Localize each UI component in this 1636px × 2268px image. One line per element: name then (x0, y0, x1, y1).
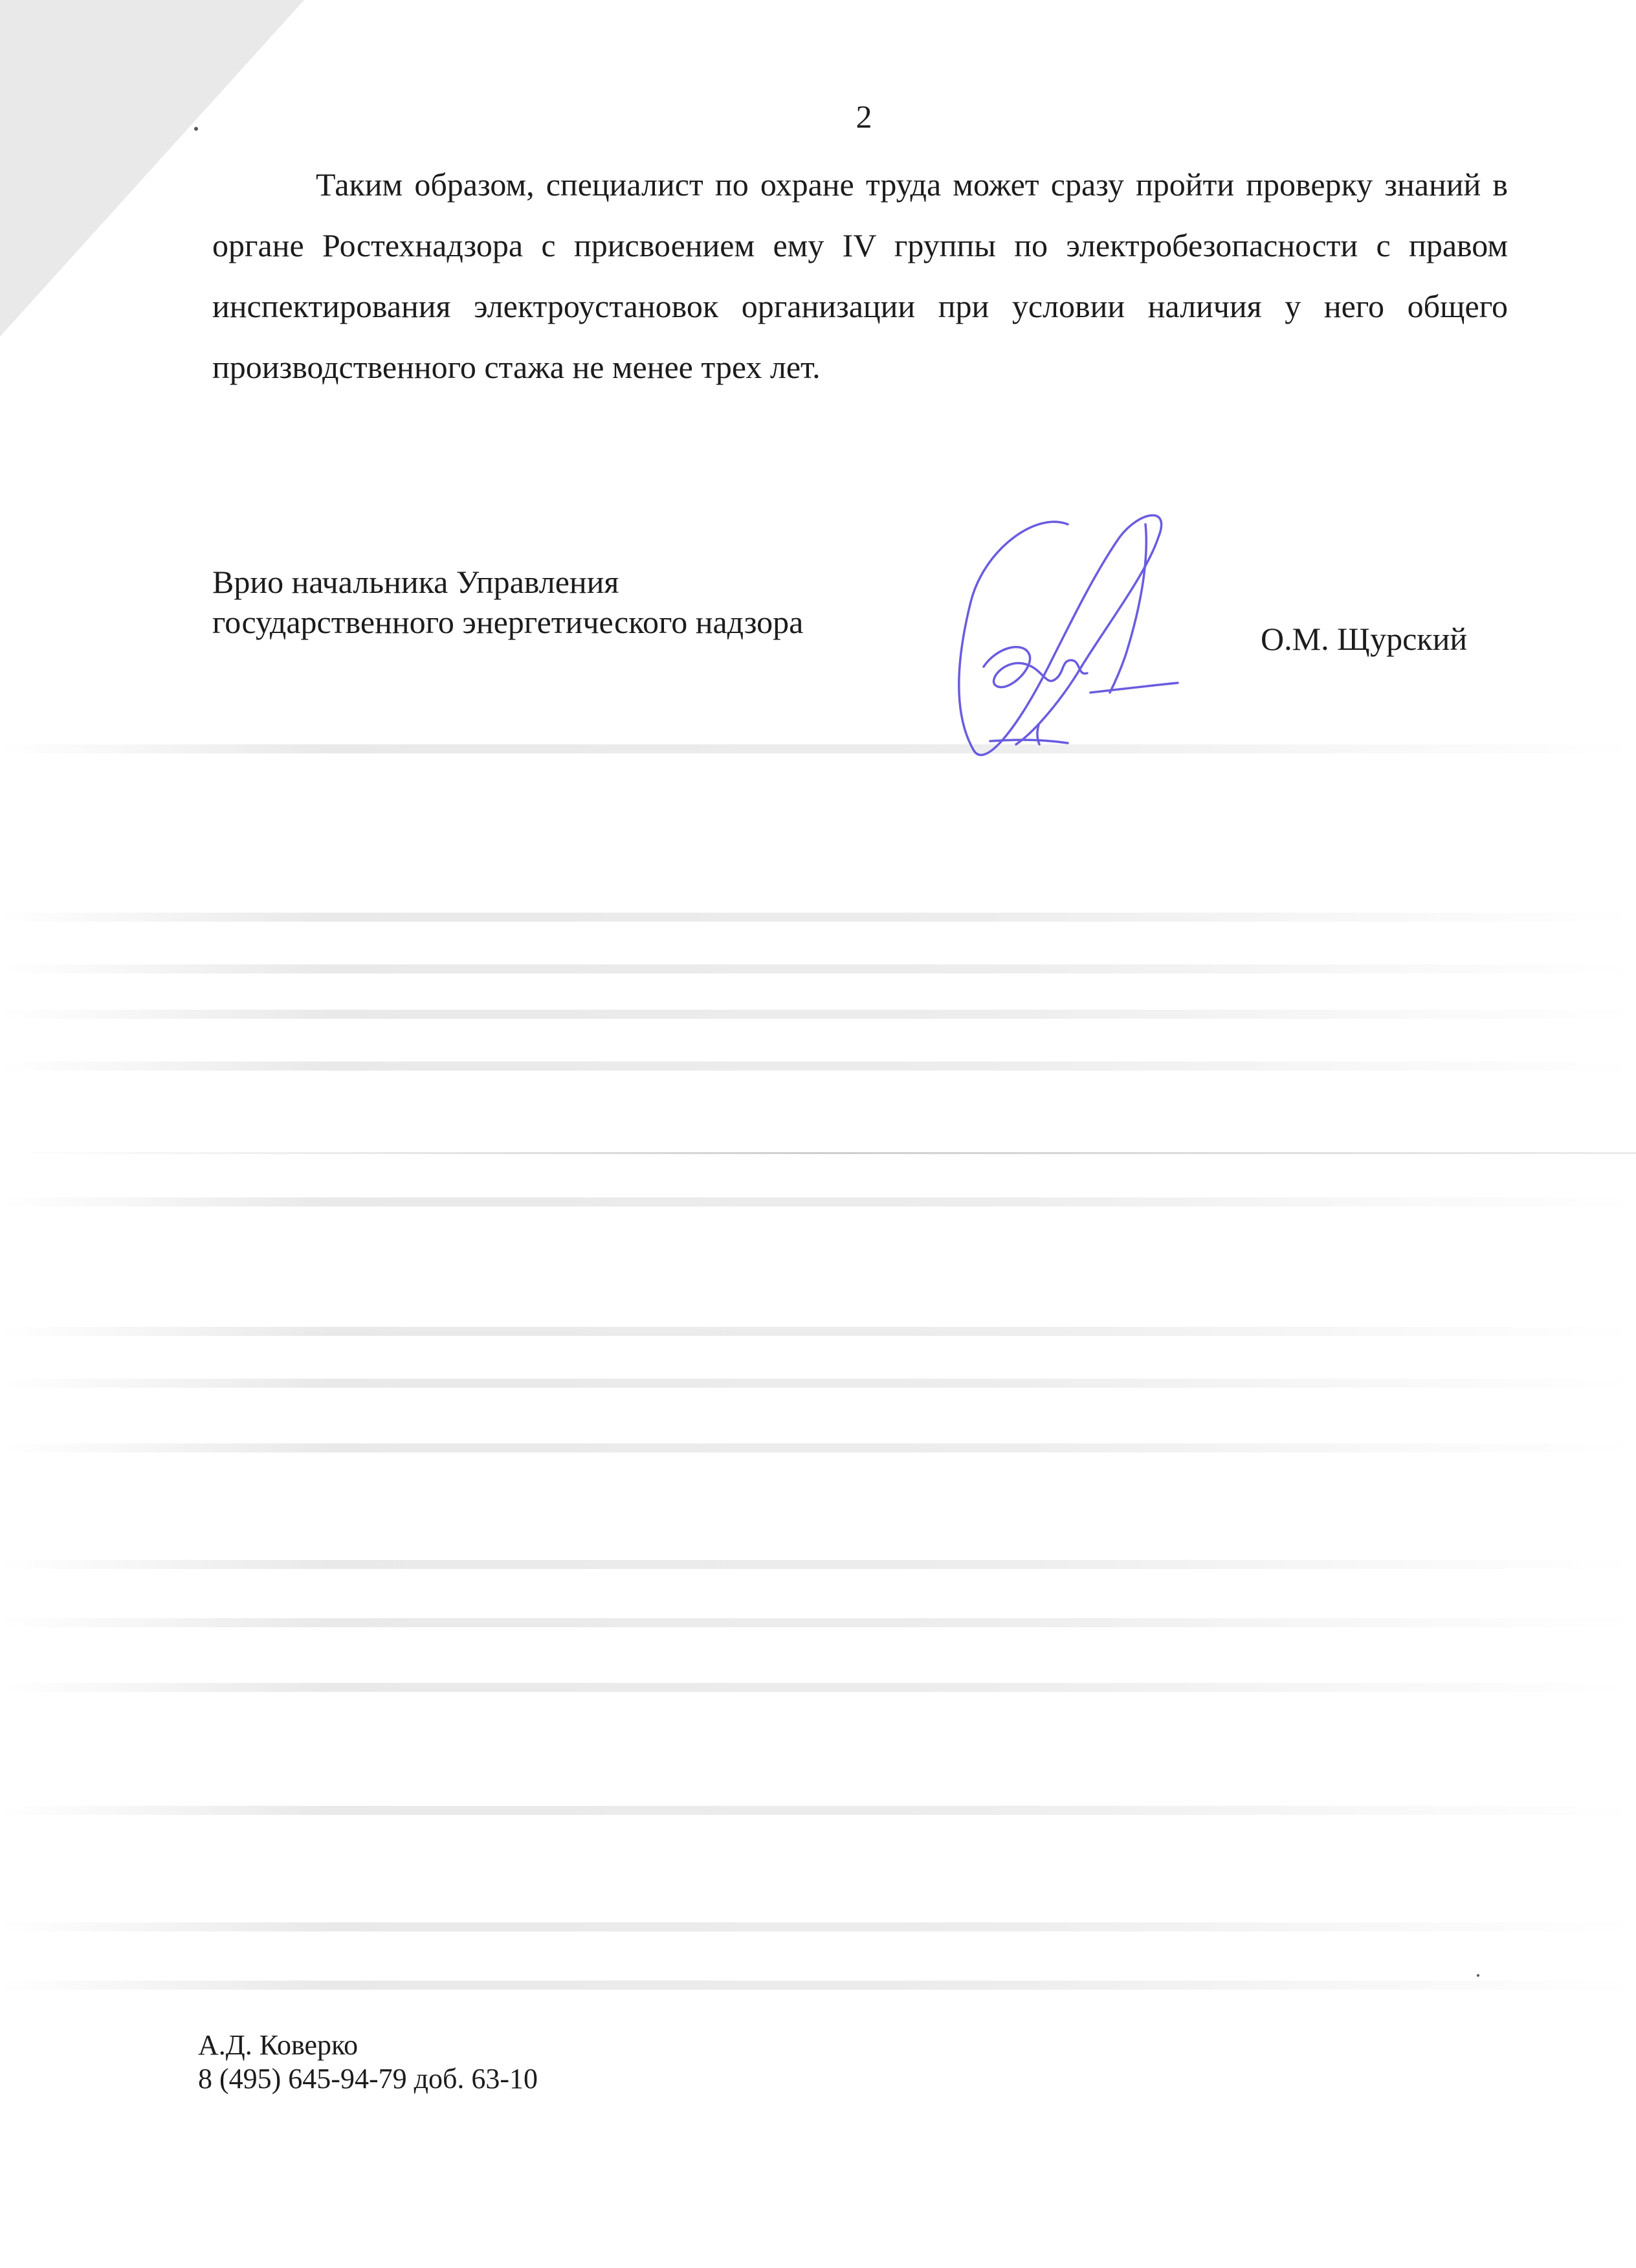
show-through-line (0, 913, 1636, 922)
show-through-line (0, 1379, 1636, 1388)
signature-stroke (990, 740, 1068, 743)
paper-fold-line (0, 1152, 1636, 1154)
executor-info (198, 2029, 538, 2096)
signature-stroke (1110, 524, 1146, 693)
show-through-line (0, 1560, 1636, 1569)
signer-title (212, 562, 803, 642)
signature-stroke (1090, 683, 1178, 693)
show-through-line (0, 1197, 1636, 1206)
handwritten-signature (925, 498, 1210, 770)
show-through-line (0, 1010, 1636, 1019)
show-through-line (0, 744, 1636, 753)
show-through-line (0, 1981, 1636, 1990)
show-through-line (0, 1806, 1636, 1815)
show-through-line (0, 1443, 1636, 1452)
page-number: 2 (856, 98, 872, 135)
executor-name: А.Д. Коверко (198, 2029, 359, 2061)
show-through-line (0, 1683, 1636, 1692)
show-through-line (0, 964, 1636, 973)
signature-stroke (1037, 725, 1039, 744)
executor-phone: 8 (495) 645-94-79 доб. 63-10 (198, 2063, 538, 2095)
signer-title-line-1: Врио начальника Управления (212, 564, 619, 600)
signer-name: О.М. Щурский (1261, 621, 1468, 657)
show-through-line (0, 1922, 1636, 1931)
show-through-line (0, 1327, 1636, 1336)
signer-title-line-2: государственного энергетического надзора (212, 604, 804, 640)
body-paragraph: Таким образом, специалист по охране труда может сразу пройти проверку знаний в органе Ростехнадзора с присвоением ему IV группы по электробезопасности с правом инспектирования электроустановок организации при условии наличия у него общего производственного стажа не менее трех лет. (212, 166, 1508, 385)
show-through-line (0, 1062, 1636, 1071)
show-through-line (0, 1618, 1636, 1627)
scan-speck (194, 127, 198, 131)
scan-speck (1477, 1974, 1479, 1977)
